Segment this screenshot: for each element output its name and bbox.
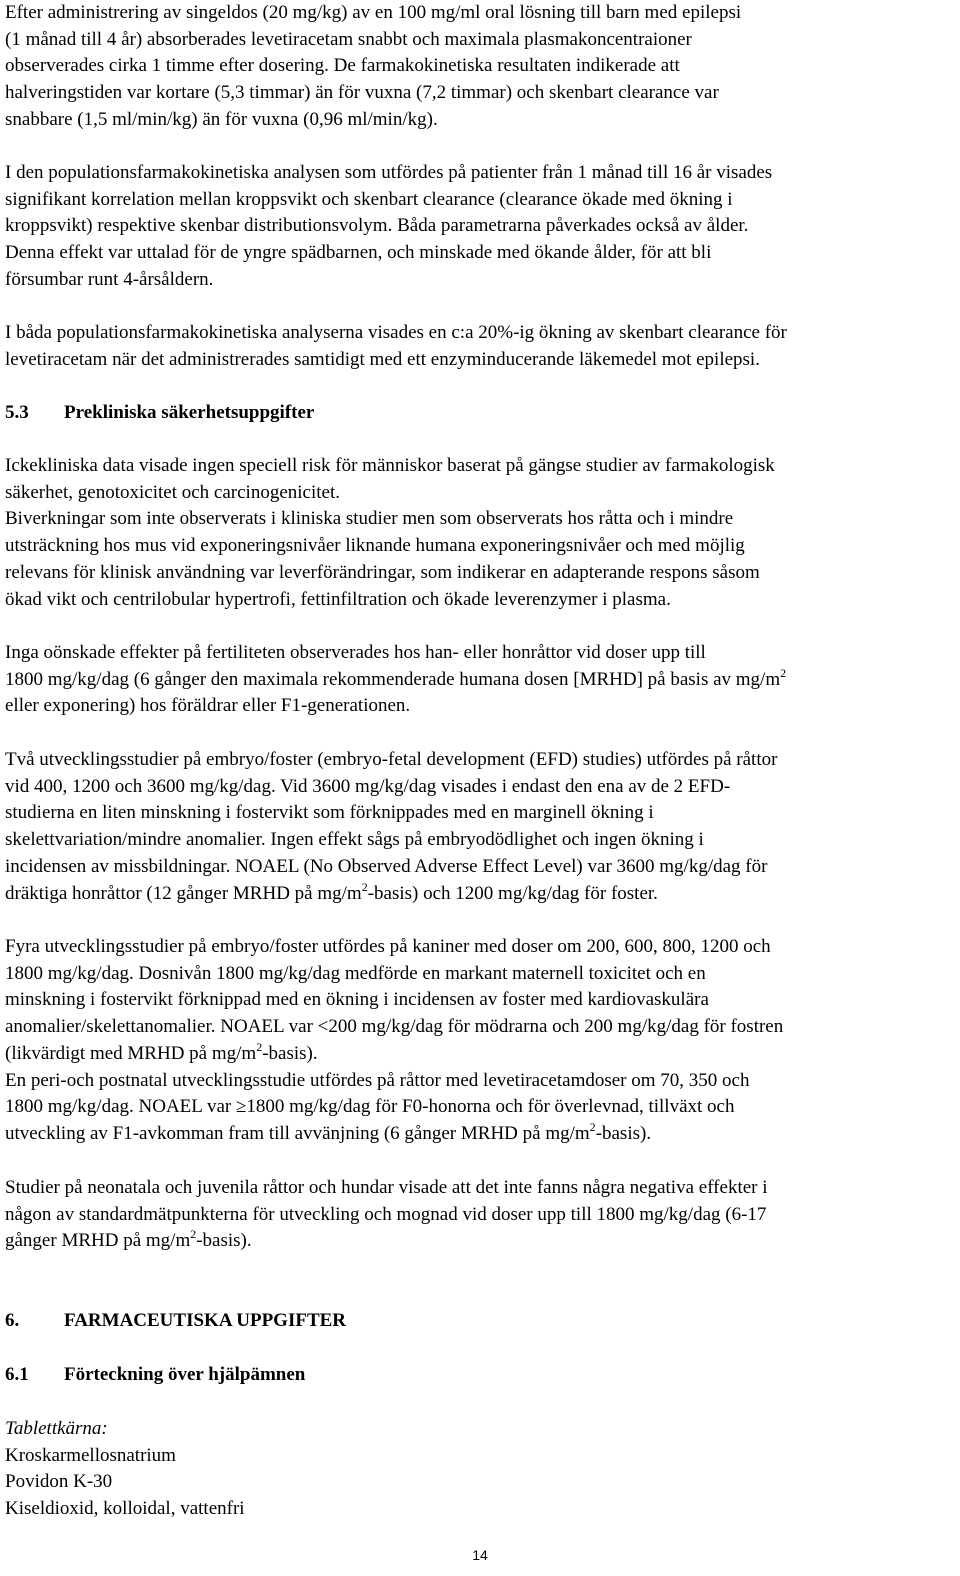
excipient-list: [5, 1416, 245, 1523]
excipient-item: Kiseldioxid, kolloidal, vattenfri: [5, 1498, 245, 1520]
text-line: säkerhet, genotoxicitet och carcinogenicitet.: [5, 481, 340, 503]
superscript: 2: [361, 879, 368, 894]
paragraph-juvenile-studies: [5, 1175, 768, 1255]
text-line: utsträckning hos mus vid exponeringsnivåer liknande humana exponeringsnivåer och med möjlig: [5, 535, 745, 557]
excipient-item: Povidon K-30: [5, 1471, 113, 1493]
paragraph-population-pk-analysis: [5, 160, 772, 294]
text-line: skelettvariation/mindre anomalier. Ingen effekt sågs på embryodödlighet och ingen ökning i: [5, 829, 704, 851]
text-line: (1 månad till 4 år) absorberades levetiracetam snabbt och maximala plasmakoncentraioner: [5, 28, 692, 50]
section-heading-6-1: [5, 1362, 305, 1389]
superscript: 2: [256, 1039, 263, 1054]
text-line: [5, 667, 786, 694]
paragraph-pediatric-single-dose: [5, 0, 741, 134]
excipient-item: Kroskarmellosnatrium: [5, 1444, 176, 1466]
text-line: observerades cirka 1 timme efter dosering. De farmakokinetiska resultaten indikerade att: [5, 55, 680, 77]
text-line: signifikant korrelation mellan kroppsvikt och skenbart clearance (clearance ökade med ökning i: [5, 188, 733, 210]
section-number: 5.3: [5, 402, 29, 423]
text-line: Fyra utvecklingsstudier på embryo/foster utfördes på kaniner med doser om 200, 600, 800, 1200 och: [5, 936, 771, 957]
text-line: Denna effekt var uttalad för de yngre spädbarnen, och minskade med ökande ålder, för att bli: [5, 242, 712, 264]
text-line: [5, 881, 777, 908]
superscript: 2: [780, 665, 787, 680]
text-segment: dräktiga honråttor (12 gånger MRHD på mg/m: [5, 882, 362, 904]
section-title: Förteckning över hjälpämnen: [64, 1364, 306, 1385]
text-line: ökad vikt och centrilobular hypertrofi, fettinfiltration och ökade leverenzymer i plasma.: [5, 588, 671, 610]
text-line: Studier på neonatala och juvenila råttor och hundar visade att det inte fanns några negativa effekter i: [5, 1177, 768, 1198]
superscript: 2: [589, 1119, 596, 1134]
text-line: Efter administrering av singeldos (20 mg/kg) av en 100 mg/ml oral lösning till barn med epilepsi: [5, 2, 742, 23]
section-number: 6.: [5, 1310, 20, 1331]
section-title: Prekliniska säkerhetsuppgifter: [64, 402, 315, 423]
text-line: incidensen av missbildningar. NOAEL (No Observed Adverse Effect Level) var 3600 mg/kg/dag för: [5, 855, 768, 877]
text-line: I båda populationsfarmakokinetiska analyserna visades en c:a 20%-ig ökning av skenbart clearance för: [5, 322, 787, 343]
superscript: 2: [190, 1227, 197, 1242]
text-line: relevans för klinisk användning var leverförändringar, som indikerar en adapterande respons såsom: [5, 561, 760, 583]
text-line: någon av standardmätpunkterna för utveckling och mognad vid doser upp till 1800 mg/kg/dag (6-17: [5, 1203, 767, 1225]
page-number: 14: [472, 1547, 488, 1563]
text-line: 1800 mg/kg/dag. NOAEL var ≥1800 mg/kg/dag för F0-honorna och för överlevnad, tillväxt och: [5, 1096, 735, 1118]
text-line: Två utvecklingsstudier på embryo/foster (embryo-fetal development (EFD) studies) utfördes på råttor: [5, 749, 778, 770]
paragraph-rabbit-and-peri-postnatal: [5, 934, 783, 1148]
text-segment: utveckling av F1-avkomman fram till avvänjning (6 gånger MRHD på mg/m: [5, 1122, 590, 1144]
text-segment: -basis).: [262, 1042, 318, 1064]
text-line: minskning i fostervikt förknippad med en ökning i incidensen av foster med kardiovaskulära: [5, 989, 709, 1011]
text-line: anomalier/skelettanomalier. NOAEL var <200 mg/kg/dag för mödrarna och 200 mg/kg/dag för fostren: [5, 1016, 784, 1038]
text-line: kroppsvikt) respektive skenbar distributionsvolym. Båda parametrarna påverkades också av ålder.: [5, 215, 749, 237]
text-segment: 1800 mg/kg/dag (6 gånger den maximala rekommenderade humana dosen [MRHD] på basis av mg/m: [5, 668, 781, 690]
text-line: vid 400, 1200 och 3600 mg/kg/dag. Vid 3600 mg/kg/dag visades i endast den ena av de 2 EFD-: [5, 775, 731, 797]
section-number: 6.1: [5, 1364, 29, 1385]
text-line: [5, 1228, 768, 1255]
text-segment: (likvärdigt med MRHD på mg/m: [5, 1042, 257, 1064]
text-line: Ickekliniska data visade ingen speciell risk för människor baserat på gängse studier av farmakologisk: [5, 455, 775, 476]
text-line: [5, 1121, 783, 1148]
text-line: halveringstiden var kortare (5,3 timmar) än för vuxna (7,2 timmar) och skenbart clearance var: [5, 82, 719, 104]
paragraph-nonclinical-data: [5, 453, 775, 613]
paragraph-clearance-increase: [5, 320, 787, 373]
excipient-group-label: Tablettkärna:: [5, 1418, 108, 1439]
text-line: snabbare (1,5 ml/min/kg) än för vuxna (0,96 ml/min/kg).: [5, 108, 438, 130]
text-segment: gånger MRHD på mg/m: [5, 1230, 191, 1252]
text-line: Biverkningar som inte observerats i kliniska studier men som observerats hos råtta och i mindre: [5, 508, 734, 530]
section-heading-6: [5, 1308, 346, 1335]
text-segment: -basis) och 1200 mg/kg/dag för foster.: [367, 882, 658, 904]
text-line: [5, 1041, 783, 1068]
text-line: Inga oönskade effekter på fertiliteten observerades hos han- eller honråttor vid doser upp till: [5, 642, 706, 663]
section-title: FARMACEUTISKA UPPGIFTER: [64, 1310, 347, 1331]
section-heading-5-3: [5, 400, 314, 427]
text-segment: -basis).: [196, 1230, 252, 1252]
paragraph-efd-rat-studies: [5, 747, 777, 907]
text-segment: -basis).: [595, 1122, 652, 1144]
text-line: levetiracetam när det administrerades samtidigt med ett enzyminducerande läkemedel mot epilepsi.: [5, 348, 760, 370]
text-line: En peri-och postnatal utvecklingsstudie utfördes på råttor med levetiracetamdoser om 70, 350 och: [5, 1069, 750, 1091]
paragraph-fertility: [5, 640, 786, 720]
text-line: eller exponering) hos föräldrar eller F1-generationen.: [5, 695, 411, 717]
text-line: försumbar runt 4-årsåldern.: [5, 268, 214, 290]
text-line: I den populationsfarmakokinetiska analysen som utfördes på patienter från 1 månad till 16 år visades: [5, 162, 773, 183]
text-line: 1800 mg/kg/dag. Dosnivån 1800 mg/kg/dag medförde en markant maternell toxicitet och en: [5, 962, 706, 984]
text-line: studierna en liten minskning i fostervikt som förknippades med en marginell ökning i: [5, 802, 654, 824]
